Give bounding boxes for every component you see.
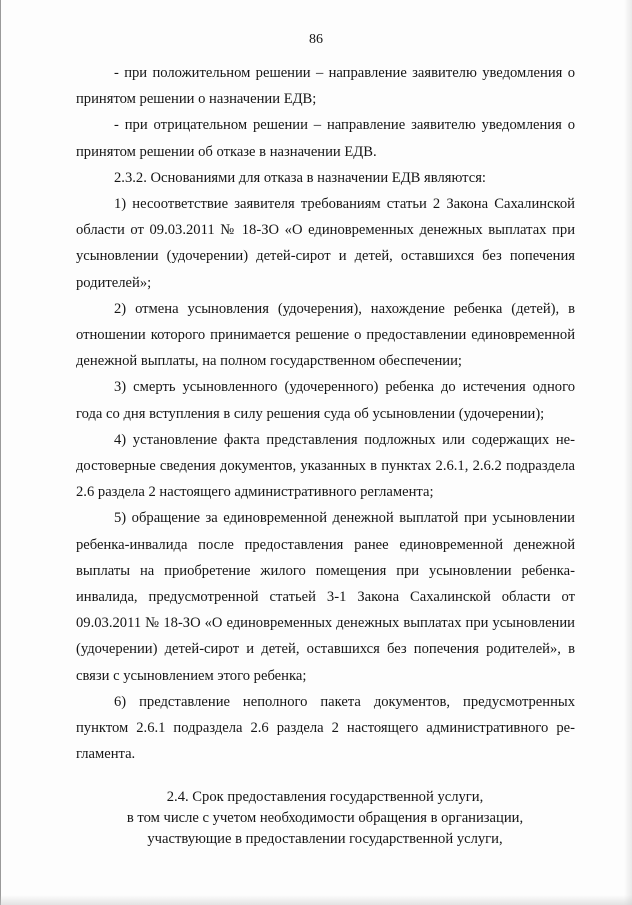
paragraph-ground-4: 4) установление факта представления подложных или содержащих недостоверные сведения документов, указанных в пунктах 2.6.1, 2.6.2 подраздела 2.6 раздела 2 настоящего административного регламента; [76, 431, 575, 501]
paragraph-negative-decision: - при отрицательном решении – направление заявителю уведомления о принятом решении об отказе в назначении ЕДВ. [76, 117, 575, 160]
section-heading-line: 2.4. Срок предоставления государственной услуги, [166, 789, 484, 805]
scan-shadow [624, 0, 632, 905]
paragraph-positive-decision: - при положительном решении – направление заявителю уведомления о принятом решении о назначении ЕДВ; [76, 65, 575, 108]
document-body [76, 60, 575, 767]
paragraph-refusal-grounds-heading: 2.3.2. Основаниями для отказа в назначении ЕДВ являются: [114, 169, 486, 186]
paragraph-ground-3: 3) смерть усыновленного (удочеренного) ребенка до истечения одного года со дня вступления в силу решения суда об усыновлении (удочерении); [76, 379, 575, 422]
paragraph-ground-6: 6) представление неполного пакета документов, предусмотренных пунктом 2.6.1 подраздела 2.6 раздела 2 настоящего административного регламента. [76, 693, 575, 763]
section-heading [60, 787, 590, 850]
paragraph-ground-5: 5) обращение за единовременной денежной выплатой при усыновлении ребенка-инвалида после предоставления ранее единовременной денежной выплаты на приобретение жилого помещения при усыновлении ребенка-инвалида, предусмотренной статьей 3-1 Закона Сахалинской области от 09.03.2011 № 18-ЗО «О единовременных денежных выплатах при усыновлении (удочерении) детей-сирот и детей, оставшихся без попечения родителей», в связи с усыновлением этого ребенка; [76, 510, 575, 684]
paragraph-ground-1: 1) несоответствие заявителя требованиям статьи 2 Закона Сахалинской области от 09.03.2011 № 18-ЗО «О единовременных денежных выплатах при усыновлении (удочерении) детей-сирот и детей, оставшихся без попечения родителей»; [76, 196, 575, 291]
scan-edge [0, 0, 1, 905]
section-heading-line: в том числе с учетом необходимости обращения в организации, [126, 810, 524, 826]
section-heading-line: участвующие в предоставлении государственной услуги, [147, 831, 503, 847]
paragraph-ground-2: 2) отмена усыновления (удочерения), нахождение ребенка (детей), в отношении которого принимается решение о предоставлении единовременной денежной выплаты, на полном государственном обеспечении; [76, 300, 575, 370]
scan-shadow [0, 895, 632, 905]
page-number: 86 [309, 32, 323, 47]
